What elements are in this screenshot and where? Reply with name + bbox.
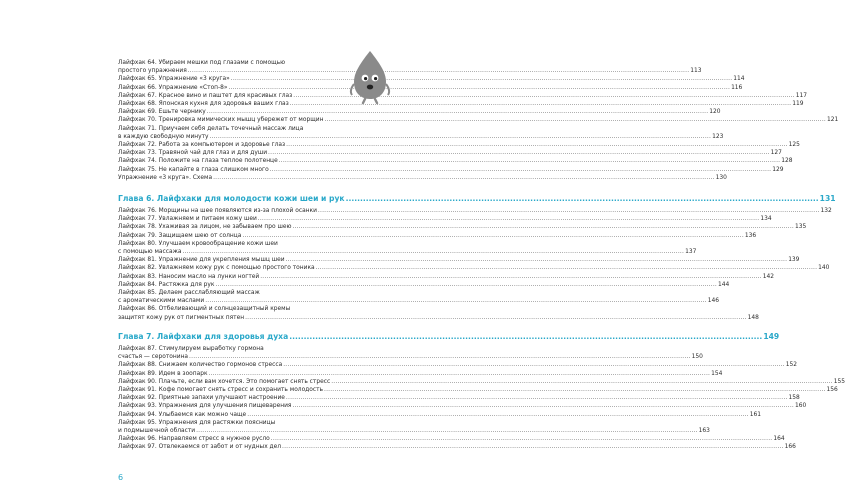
toc-entry-title: Лайфхак 95. Упражнения для растяжки поясницы	[118, 419, 276, 426]
toc-entry[interactable]	[118, 149, 782, 157]
toc-entry-title: Лайфхак 80. Улучшаем кровообращение кожи шеи	[118, 240, 278, 247]
leader-dots	[324, 116, 826, 124]
toc-entry[interactable]	[118, 378, 845, 386]
leader-dots	[318, 207, 820, 215]
toc-entry-title: Лайфхак 96. Направляем стресс в нужное русло	[118, 436, 270, 443]
leader-dots	[260, 273, 762, 281]
toc-entry-page: 132	[820, 208, 832, 215]
chapter-7-heading[interactable]	[118, 331, 780, 342]
toc-entry-page: 125	[788, 142, 800, 149]
chapter-title: Глава 6. Лайфхаки для молодости кожи шеи и рук	[118, 194, 345, 204]
leader-dots	[271, 435, 773, 443]
toc-entry[interactable]	[118, 116, 839, 124]
toc-entry[interactable]	[118, 248, 697, 256]
toc-entry-title: Лайфхак 68. Японская кухня для здоровья ваших глаз	[118, 101, 289, 108]
chapter-page: 131	[819, 194, 836, 204]
toc-entry[interactable]	[118, 353, 703, 361]
toc-entry-title: Лайфхак 88. Снижаем количество гормонов стресса	[118, 362, 283, 369]
leader-dots	[209, 370, 711, 378]
toc-entry[interactable]	[118, 314, 759, 322]
toc-entry[interactable]	[118, 435, 785, 443]
leader-dots	[258, 215, 760, 223]
toc-entry-page: 129	[772, 166, 784, 173]
toc-entry[interactable]	[118, 427, 710, 435]
toc-entry-title: Лайфхак 86. Отбеливающий и солнцезащитный кремы	[118, 306, 291, 313]
toc-entry[interactable]	[118, 240, 382, 248]
toc-entry[interactable]	[118, 361, 798, 369]
toc-entry[interactable]	[118, 411, 761, 419]
toc-entry-title: Лайфхак 71. Приучаем себя делать точечный массаж лица	[118, 125, 304, 132]
toc-entry[interactable]	[118, 281, 730, 289]
leader-dots	[245, 314, 747, 322]
toc-entry-page: 135	[794, 224, 807, 231]
toc-entry-title: с помощью массажа	[118, 249, 182, 256]
toc-section-top	[118, 59, 839, 182]
toc-entry[interactable]	[118, 166, 784, 174]
toc-entry-title: Лайфхак 90. Плачьте, если вам хочется. Это помогает снять стресс	[118, 378, 331, 385]
leader-dots	[229, 84, 731, 92]
toc-entry-page: 152	[785, 362, 798, 369]
leader-dots	[268, 149, 770, 157]
toc-entry[interactable]	[118, 232, 757, 240]
leader-dots	[205, 297, 707, 305]
toc-entry[interactable]	[118, 215, 772, 223]
toc-entry-page: 144	[717, 281, 730, 288]
leader-dots	[346, 194, 819, 204]
toc-entry-page: 121	[826, 117, 839, 124]
toc-entry[interactable]	[118, 133, 724, 141]
toc-entry-title: Лайфхак 82. Увлажняем кожу рук с помощью простого тоника	[118, 265, 315, 272]
toc-entry[interactable]	[118, 100, 804, 108]
toc-entry[interactable]	[118, 157, 793, 165]
leader-dots	[215, 281, 717, 289]
toc-entry-title: Лайфхак 77. Увлажняем и питаем кожу шеи	[118, 216, 257, 223]
leader-dots	[286, 141, 788, 149]
toc-entry-title: и подмышечной области	[118, 427, 196, 434]
toc-entry-page: 127	[770, 150, 782, 157]
leader-dots	[189, 353, 691, 361]
toc-entry[interactable]	[118, 402, 807, 410]
leader-dots	[188, 67, 690, 75]
toc-entry-title: Упражнение «3 круга». Схема	[118, 174, 213, 181]
toc-entry-page: 130	[715, 174, 727, 181]
toc-entry[interactable]	[118, 108, 721, 116]
toc-entry-page: 136	[744, 232, 757, 239]
toc-entry[interactable]	[118, 125, 382, 133]
toc-entry[interactable]	[118, 67, 702, 75]
toc-entry[interactable]	[118, 273, 775, 281]
leader-dots	[316, 264, 818, 272]
toc-entry-page: 155	[833, 378, 845, 385]
toc-entry[interactable]	[118, 443, 796, 451]
toc-entry-title: Лайфхак 94. Улыбаемся как можно чаще	[118, 411, 247, 418]
leader-dots	[286, 394, 788, 402]
toc-entry-title: Лайфхак 73. Травяной чай для глаз и для души	[118, 150, 268, 157]
toc-entry[interactable]	[118, 141, 800, 149]
leader-dots	[279, 157, 781, 165]
leader-dots	[270, 166, 772, 174]
toc-entry-title: Лайфхак 79. Защищаем шею от солнца	[118, 232, 242, 239]
chapter-title: Глава 7. Лайфхаки для здоровья духа	[118, 331, 289, 341]
toc-entry[interactable]	[118, 419, 382, 427]
toc-entry-title: Лайфхак 65. Упражнение «3 круга»	[118, 76, 230, 83]
toc-entry-page: 119	[792, 101, 804, 108]
toc-entry-page: 160	[795, 403, 807, 410]
toc-entry-title: Лайфхак 72. Работа за компьютером и здоровье глаз	[118, 142, 286, 149]
toc-entry-page: 116	[731, 84, 743, 91]
toc-entry-page: 123	[712, 133, 724, 140]
leader-dots	[331, 378, 833, 386]
toc-entry[interactable]	[118, 305, 382, 313]
leader-dots	[247, 411, 749, 419]
toc-entry-page: 139	[788, 257, 800, 264]
toc-entry-title: Лайфхак 64. Убираем мешки под глазами с помощью	[118, 60, 286, 66]
toc-section-chapter-6	[118, 207, 832, 322]
leader-dots	[196, 427, 698, 435]
toc-entry-title: Лайфхак 76. Морщины на шее появляются из-за плохой осанки	[118, 208, 317, 215]
toc-entry[interactable]	[118, 297, 719, 305]
leader-dots	[289, 332, 762, 342]
toc-entry-page: 114	[733, 76, 745, 83]
page-number: 6	[118, 473, 124, 482]
toc-entry-title: защитят кожу рук от пигментных пятен	[118, 314, 245, 321]
toc-entry[interactable]	[118, 289, 382, 297]
toc-entry-title: Лайфхак 91. Кофе помогает снять стресс и сохранить молодость	[118, 386, 323, 393]
leader-dots	[286, 256, 788, 264]
toc-entry-title: Лайфхак 69. Ешьте чернику	[118, 109, 206, 116]
leader-dots	[292, 223, 794, 231]
toc-entry[interactable]	[118, 92, 808, 100]
toc-entry-title: Лайфхак 92. Приятные запахи улучшают настроение	[118, 395, 285, 402]
toc-entry-title: Лайфхак 84. Растяжка для рук	[118, 281, 215, 288]
toc-entry-title: Лайфхак 85. Делаем расслабляющий массаж	[118, 290, 260, 297]
toc-entry[interactable]	[118, 394, 800, 402]
toc-entry-page: 113	[690, 68, 702, 75]
toc-entry-page: 163	[698, 427, 710, 434]
toc-entry-title: в каждую свободную минуту	[118, 133, 209, 140]
leader-dots	[231, 75, 733, 83]
toc-entry[interactable]	[118, 207, 832, 215]
leader-dots	[242, 232, 744, 240]
toc-entry-page: 120	[709, 109, 721, 116]
toc-entry-page: 140	[818, 265, 830, 272]
chapter-6-heading[interactable]	[118, 194, 836, 204]
toc-entry[interactable]	[118, 75, 745, 83]
toc-entry-page: 156	[826, 386, 838, 393]
toc-entry-title: Лайфхак 66. Упражнение «Стоп-8»	[118, 84, 228, 91]
toc-entry[interactable]	[118, 84, 743, 92]
leader-dots	[210, 133, 712, 141]
toc-entry-title: Лайфхак 75. Не капайте в глаза слишком много	[118, 166, 269, 173]
toc-entry[interactable]	[118, 256, 800, 264]
toc-entry-page: 146	[707, 298, 719, 305]
toc-entry-page: 134	[760, 216, 772, 223]
toc-entry[interactable]	[118, 345, 382, 353]
toc-entry-title: с ароматическими маслами	[118, 298, 205, 305]
toc-entry[interactable]	[118, 223, 807, 231]
leader-dots	[283, 361, 785, 369]
toc-entry-title: Лайфхак 74. Положите на глаза теплое полотенце	[118, 158, 278, 165]
toc-entry-title: Лайфхак 78. Ухаживая за лицом, не забываем про шею	[118, 224, 292, 231]
toc-entry-page: 164	[773, 436, 785, 443]
toc-entry-title: Лайфхак 81. Упражнение для укрепления мышц шеи	[118, 257, 285, 264]
grey-drop-mascot-icon	[350, 48, 390, 104]
leader-dots	[213, 174, 715, 182]
toc-entry-page: 150	[691, 354, 703, 361]
toc-entry-title: Лайфхак 70. Тренировка мимических мышц убережет от морщин	[118, 117, 324, 124]
leader-dots	[207, 108, 709, 116]
toc-entry-title: простого упражнения	[118, 68, 187, 75]
toc-entry-title: Лайфхак 87. Стимулируем выработку гормона	[118, 345, 264, 352]
toc-entry-page: 142	[762, 273, 775, 280]
leader-dots	[292, 402, 794, 410]
toc-entry-page: 117	[795, 92, 808, 99]
toc-entry-page: 128	[781, 158, 793, 165]
toc-entry[interactable]	[118, 59, 382, 67]
toc-entry[interactable]	[118, 386, 838, 394]
toc-entry-page: 161	[749, 411, 761, 418]
toc-entry[interactable]	[118, 174, 727, 182]
toc-section-chapter-7	[118, 345, 845, 452]
toc-entry-title: Лайфхак 67. Красное вино и паштет для красивых глаз	[118, 92, 293, 99]
leader-dots	[183, 248, 685, 256]
toc-entry[interactable]	[118, 264, 830, 272]
toc-entry[interactable]	[118, 370, 723, 378]
toc-entry-title: Лайфхак 97. Отвлекаемся от забот и от нудных дел	[118, 444, 282, 451]
toc-entry-page: 158	[788, 395, 800, 402]
toc-entry-title: Лайфхак 83. Наносим масло на лунки ногтей	[118, 273, 260, 280]
toc-entry-title: счастья — серотонина	[118, 354, 189, 361]
toc-entry-page: 166	[784, 444, 796, 451]
toc-entry-page: 137	[685, 249, 697, 256]
toc-entry-page: 148	[747, 314, 759, 321]
chapter-page: 149	[763, 331, 780, 341]
toc-entry-title: Лайфхак 89. Идем в зоопарк	[118, 370, 208, 377]
leader-dots	[282, 443, 784, 451]
leader-dots	[324, 386, 826, 394]
toc-entry-title: Лайфхак 93. Упражнения для улучшения пищеварения	[118, 403, 292, 410]
table-of-contents	[118, 59, 845, 452]
toc-entry-page: 154	[711, 370, 723, 377]
